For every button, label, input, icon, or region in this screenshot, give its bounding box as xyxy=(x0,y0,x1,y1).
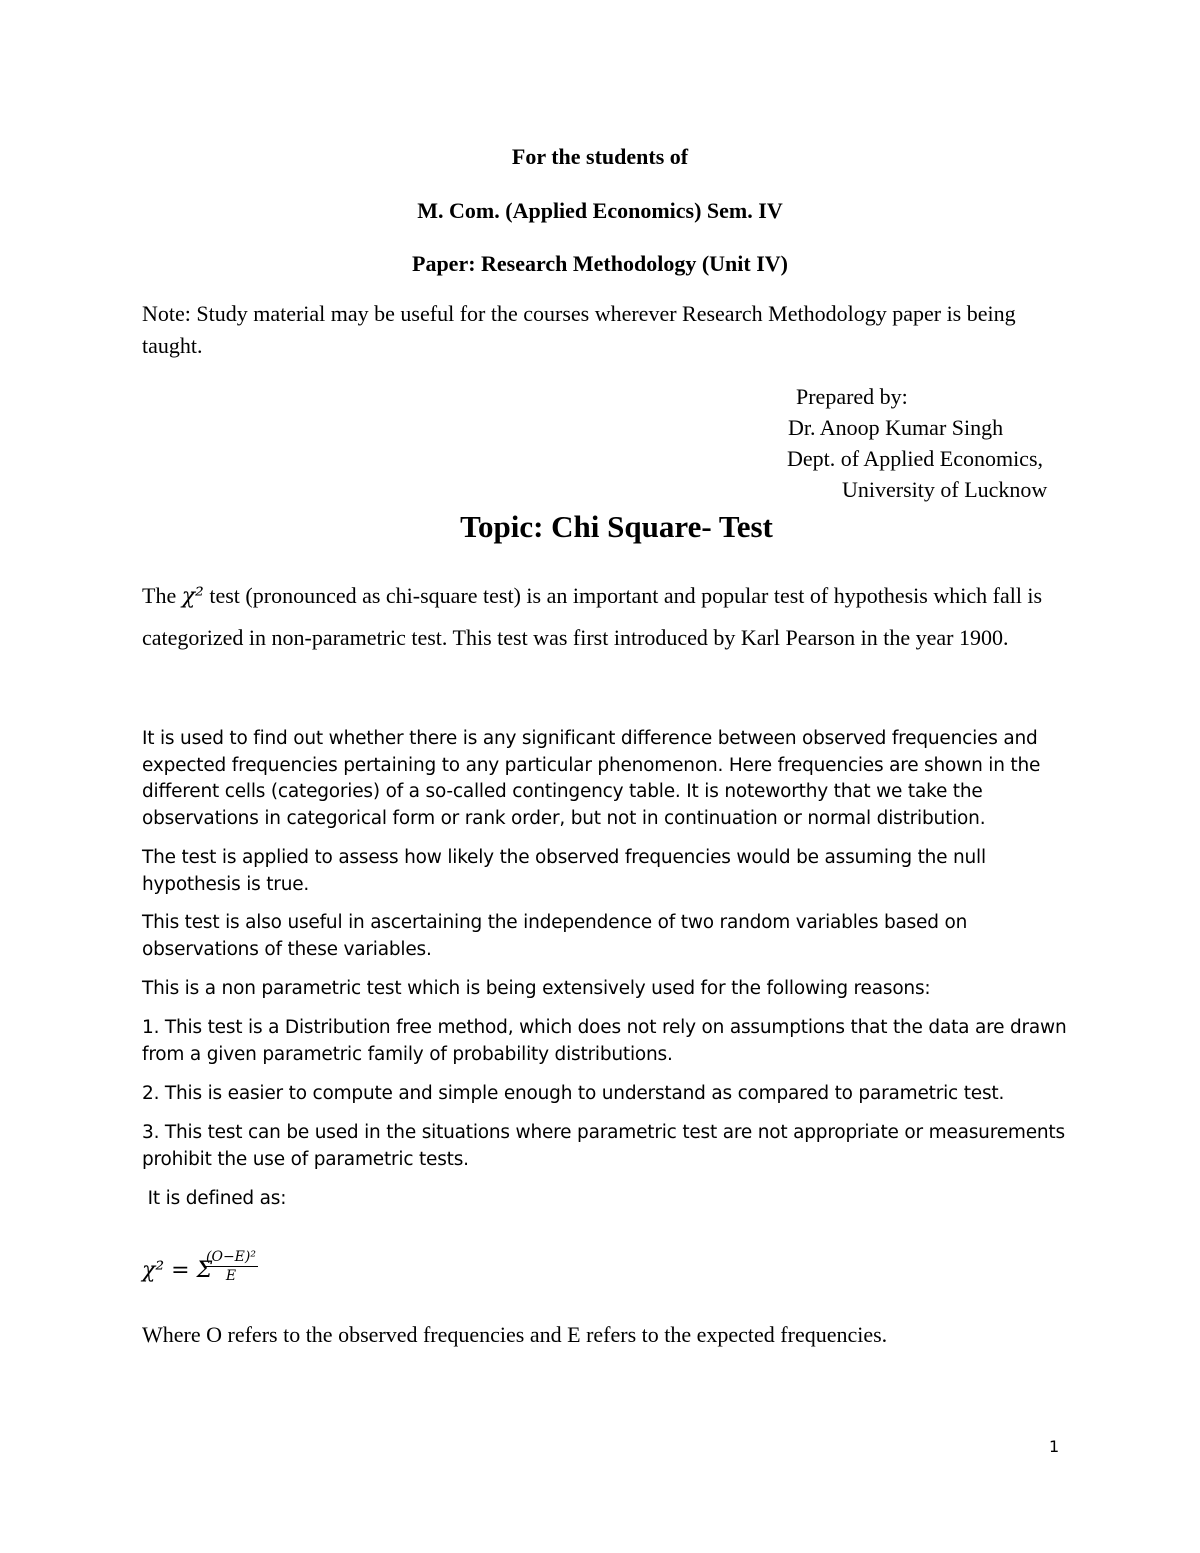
list-item-reason-3: 3. This test can be used in the situations where parametric test are not appropriate or measurements prohibit the use of parametric tests. xyxy=(142,1122,1065,1170)
intro-paragraph xyxy=(142,575,1072,658)
author-name: Dr. Anoop Kumar Singh xyxy=(788,415,1004,440)
list-item-reason-2: 2. This is easier to compute and simple enough to understand as compared to parametric test. xyxy=(142,1083,1005,1104)
author-university: University of Lucknow xyxy=(842,477,1048,502)
prepared-by-label: Prepared by: xyxy=(796,384,908,409)
page-number: 1 xyxy=(1049,1437,1060,1456)
header-line-3: Paper: Research Methodology (Unit IV) xyxy=(412,251,788,276)
header-line-2: M. Com. (Applied Economics) Sem. IV xyxy=(417,198,783,223)
header-line-1: For the students of xyxy=(511,144,689,169)
formula-lhs: χ² = Σ xyxy=(142,1258,213,1283)
formula-fraction xyxy=(204,1248,258,1285)
paragraph-definition: It is used to find out whether there is any significant difference between observed frequencies and expected frequencies pertaining to any particular phenomenon. Here frequencies are shown in the different cells (categories) of a so-called contingency table. It is noteworthy that we take the observations in categorical form or rank order, but not in continuation or normal distribution. xyxy=(142,728,1041,829)
paragraph-reasons-intro: This is a non parametric test which is being extensively used for the following reasons: xyxy=(142,978,931,999)
formula-numerator: (O−E)² xyxy=(206,1249,256,1265)
author-department: Dept. of Applied Economics, xyxy=(787,446,1044,471)
chi-square-symbol: χ² xyxy=(181,584,204,609)
list-item-reason-1: 1. This test is a Distribution free method, which does not rely on assumptions that the data are drawn from a given parametric family of probability distributions. xyxy=(142,1017,1067,1065)
intro-prefix: The xyxy=(142,583,177,608)
paragraph-null-hypothesis: The test is applied to assess how likely the observed frequencies would be assuming the null hypothesis is true. xyxy=(142,847,986,895)
paragraph-defined-as: It is defined as: xyxy=(142,1188,287,1209)
topic-title: Topic: Chi Square- Test xyxy=(460,509,773,544)
formula-denominator: E xyxy=(225,1268,237,1284)
intro-text: test (pronounced as chi-square test) is an important and popular test of hypothesis which fall is categorized in non-parametric test. This test was first introduced by Karl Pearson in the year 1900. xyxy=(142,583,1043,650)
paragraph-independence: This test is also useful in ascertaining the independence of two random variables based on observations of these variables. xyxy=(142,912,968,960)
where-explanation: Where O refers to the observed frequencies and E refers to the expected frequencies. xyxy=(142,1322,888,1347)
note-text: Note: Study material may be useful for the courses wherever Research Methodology paper is being taught. xyxy=(142,301,1016,358)
